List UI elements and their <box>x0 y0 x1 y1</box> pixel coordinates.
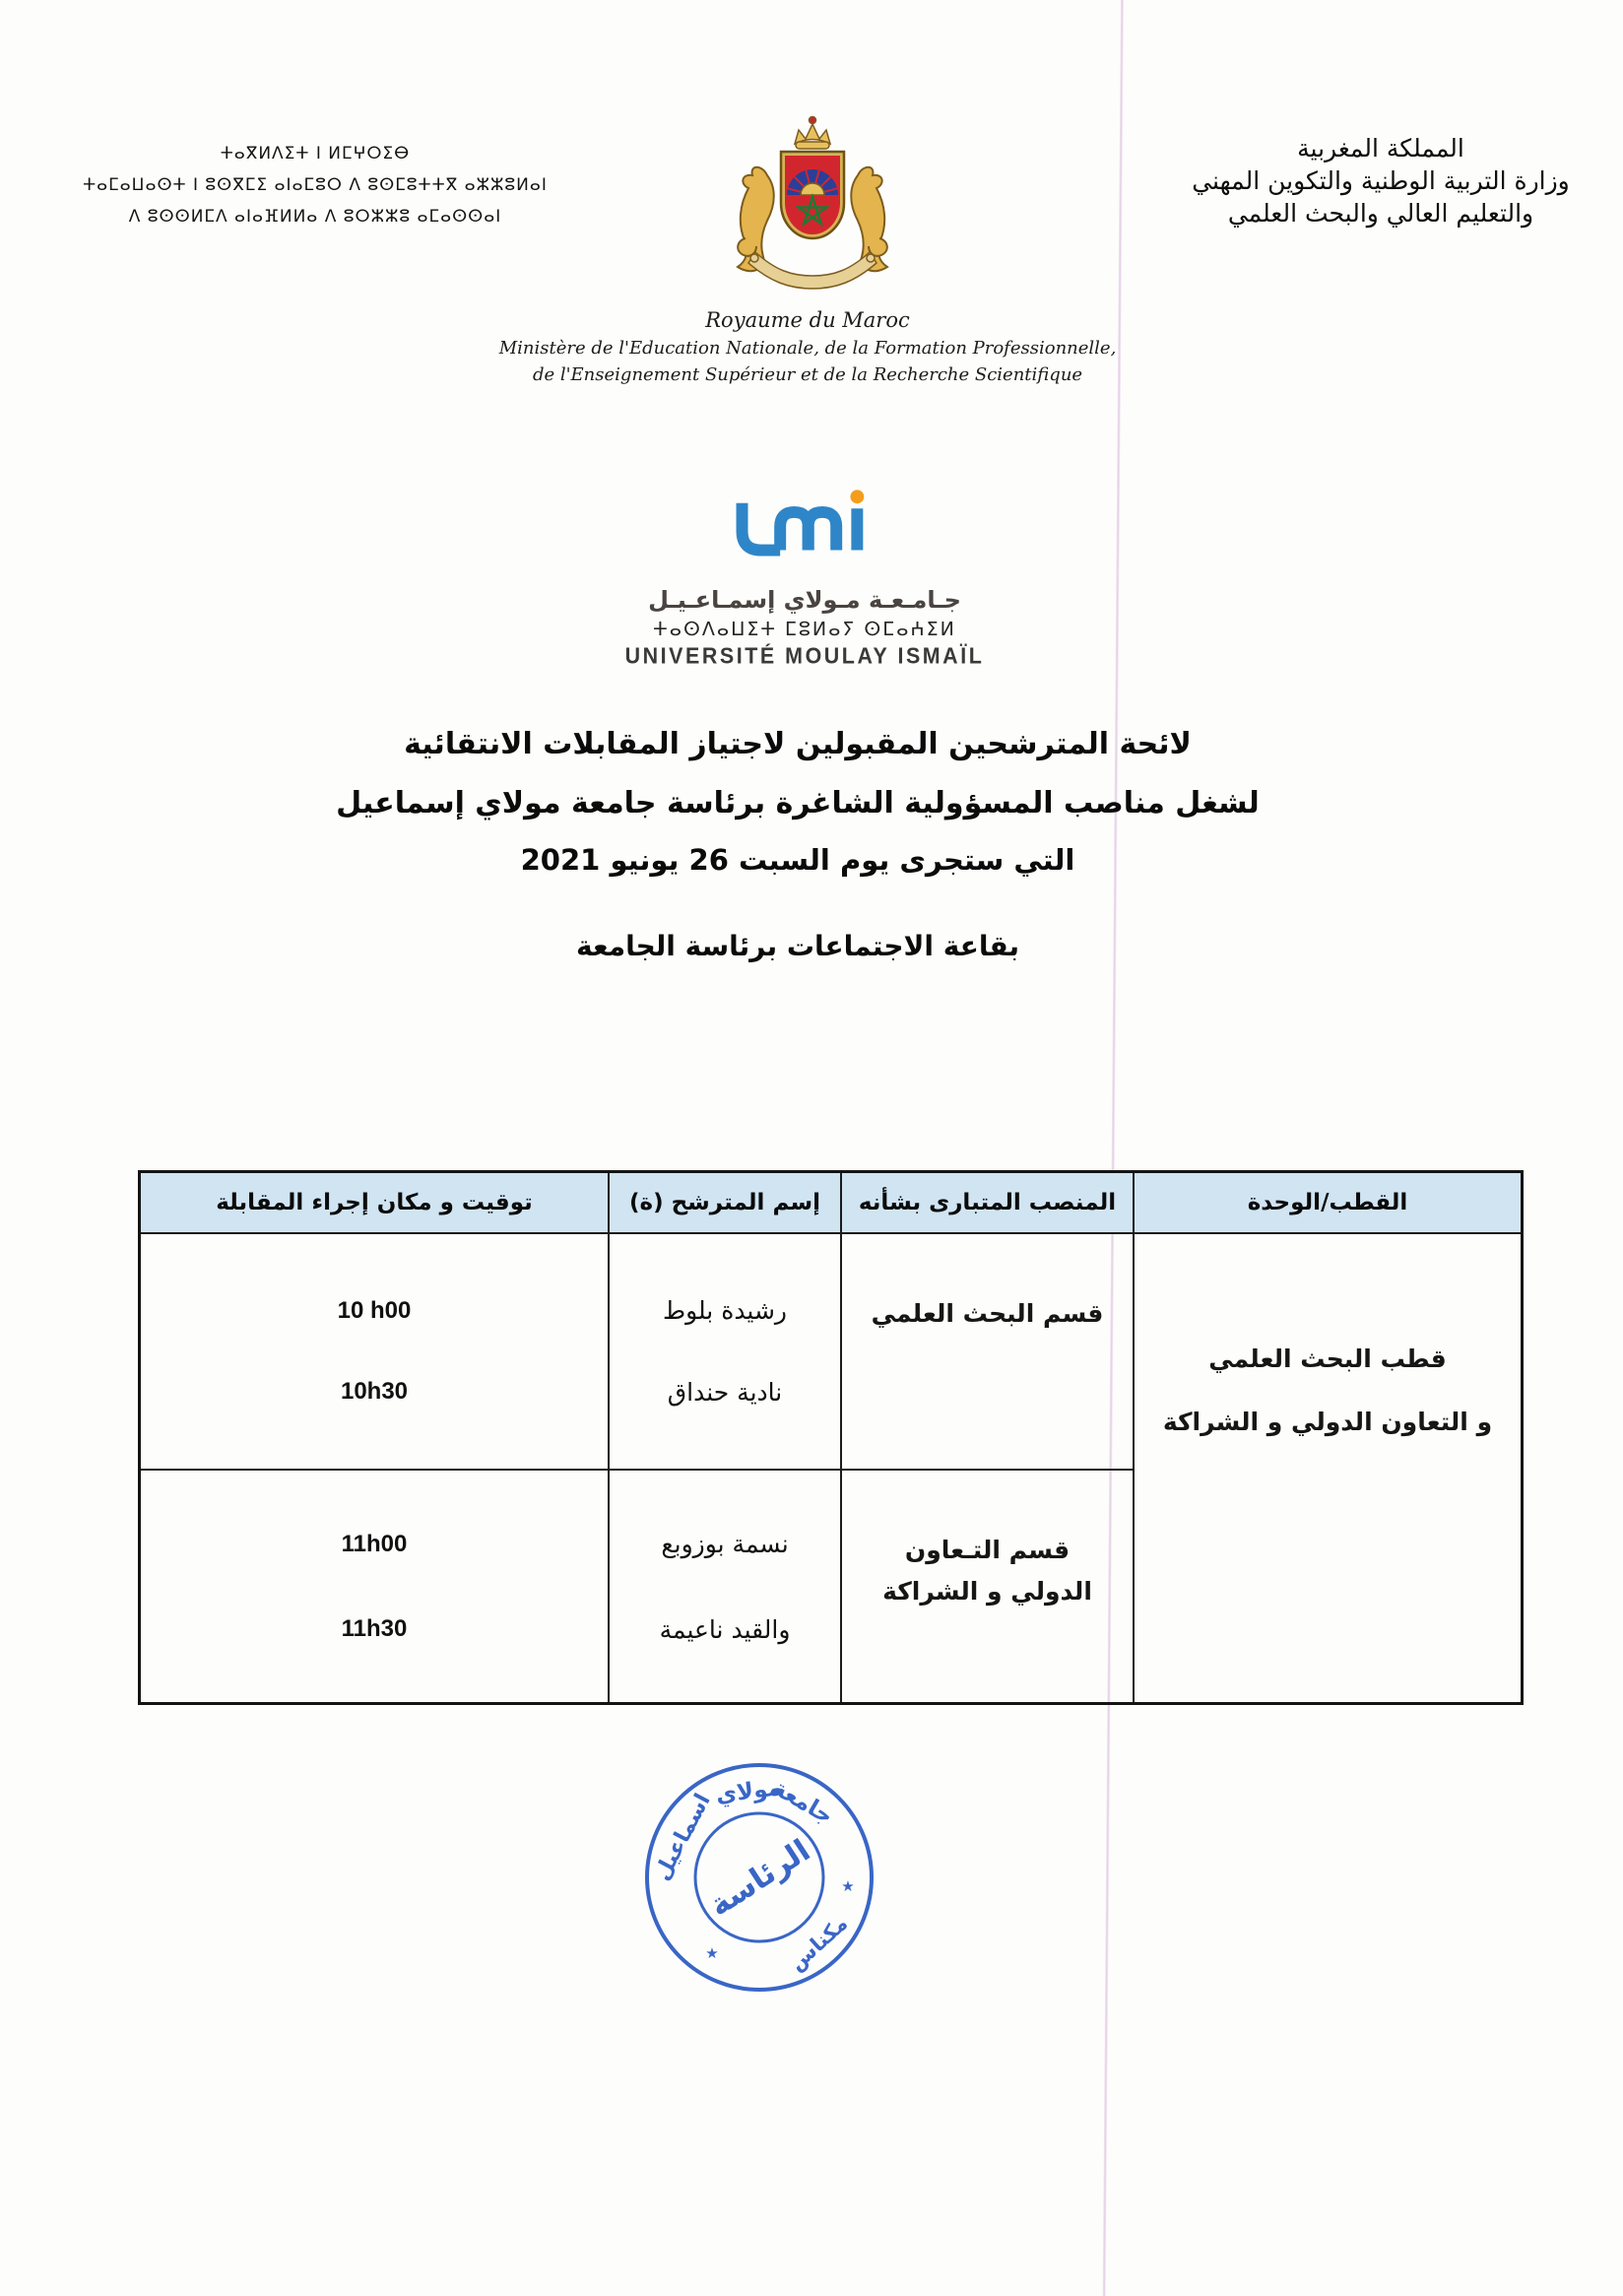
candidate-name: والقيد ناعيمة <box>659 1614 791 1644</box>
title-line-1: لائحة المترشحين المقبولين لاجتياز المقابلات الانتقائية <box>404 727 1192 761</box>
position-line: قسم البحث العلمي <box>871 1298 1104 1328</box>
ministry-line: وزارة التربية الوطنية والتكوين المهني <box>1192 166 1570 195</box>
interview-time: 10h30 <box>340 1378 409 1405</box>
umi-name-tifinagh: ⵜⴰⵙⴷⴰⵡⵉⵜ ⵎⵓⵍⴰⵢ ⵙⵎⴰⵄⵉⵍ <box>653 619 956 640</box>
candidate-name: نادية حنداق <box>667 1378 783 1407</box>
title-line-3: التي ستجرى يوم السبت 26 يونيو 2021 <box>520 843 1075 877</box>
interview-time: 11h00 <box>341 1530 408 1557</box>
french-line: Ministère de l'Education Nationale, de la Formation Professionnelle, <box>498 338 1117 359</box>
stamp-center-word: الرئاسة <box>702 1832 817 1925</box>
stamp-word: جامعة <box>767 1774 838 1830</box>
title-line-2: لشغل مناصب المسؤولية الشاغرة برئاسة جامعة مولاي إسماعيل <box>336 786 1260 820</box>
pole-cell <box>1134 1233 1523 1704</box>
title-line-4: بقاعة الاجتماعات برئاسة الجامعة <box>575 930 1020 962</box>
french-header-block <box>414 305 1201 388</box>
interview-time: 11h30 <box>341 1614 408 1642</box>
header-pole-unit: القطب/الوحدة <box>1134 1172 1523 1234</box>
umi-logo-block <box>608 489 1002 670</box>
stamp-city: مكناس <box>784 1911 853 1976</box>
stamp-word: اسماعيل <box>649 1789 716 1885</box>
interview-time: 10 h00 <box>337 1297 412 1324</box>
umi-logo-icon <box>706 489 903 579</box>
position-line: الدولي و الشراكة <box>882 1576 1092 1606</box>
ministry-line: والتعليم العالي والبحث العلمي <box>1227 199 1534 228</box>
umi-name-latin: UNIVERSITÉ MOULAY ISMAÏL <box>624 643 985 670</box>
times-cell <box>140 1233 610 1470</box>
ministry-header-block <box>1144 132 1617 230</box>
position-cell <box>841 1233 1134 1470</box>
position-line: قسم التـعاون <box>904 1535 1071 1564</box>
header-position: المنصب المتبارى بشأنه <box>841 1172 1134 1234</box>
stamp-word: مولاي <box>714 1775 784 1808</box>
position-cell <box>841 1470 1134 1704</box>
interview-schedule-table <box>138 1170 1524 1705</box>
french-line: Royaume du Maroc <box>705 308 910 332</box>
presidency-round-stamp <box>636 1754 882 2001</box>
french-line: de l'Enseignement Supérieur et de la Recherche Scientifique <box>532 364 1083 385</box>
tifinagh-header-block <box>59 138 571 232</box>
stamp-star-icon: ★ <box>705 1944 719 1962</box>
candidate-name: نسمة بوزوبع <box>661 1529 789 1558</box>
table-row <box>140 1233 1523 1470</box>
umi-name-arabic: جـامـعـة مـولاي إسمـاعـيـل <box>648 586 961 614</box>
table-header-row <box>140 1172 1523 1234</box>
candidates-cell <box>609 1233 841 1470</box>
header-candidate: إسم المترشح (ة) <box>609 1172 841 1234</box>
pole-line: قطب البحث العلمي <box>1208 1344 1447 1373</box>
candidates-cell <box>609 1470 841 1704</box>
times-cell <box>140 1470 610 1704</box>
candidate-name: رشيدة بلوط <box>663 1296 788 1325</box>
tifinagh-line: ⵜⴰⵎⴰⵡⴰⵙⵜ ⵏ ⵓⵙⴳⵎⵉ ⴰⵏⴰⵎⵓⵔ ⴷ ⵓⵙⵎⵓⵜⵜⴳ ⴰⵣⵣⵓⵍⴰⵏ <box>83 175 548 195</box>
kingdom-line: المملكة المغربية <box>1297 134 1464 163</box>
moroccan-coat-of-arms-icon <box>722 112 903 295</box>
tifinagh-line: ⴷ ⵓⵙⵙⵍⵎⴷ ⴰⵏⴰⴼⵍⵍⴰ ⴷ ⵓⵔⵣⵣⵓ ⴰⵎⴰⵙⵙⴰⵏ <box>128 207 502 227</box>
stamp-star-icon: ★ <box>841 1877 855 1895</box>
tifinagh-line: ⵜⴰⴳⵍⴷⵉⵜ ⵏ ⵍⵎⵖⵔⵉⴱ <box>220 144 411 164</box>
pole-line: و التعاون الدولي و الشراكة <box>1162 1407 1493 1436</box>
header-time-place: توقيت و مكان إجراء المقابلة <box>140 1172 610 1234</box>
